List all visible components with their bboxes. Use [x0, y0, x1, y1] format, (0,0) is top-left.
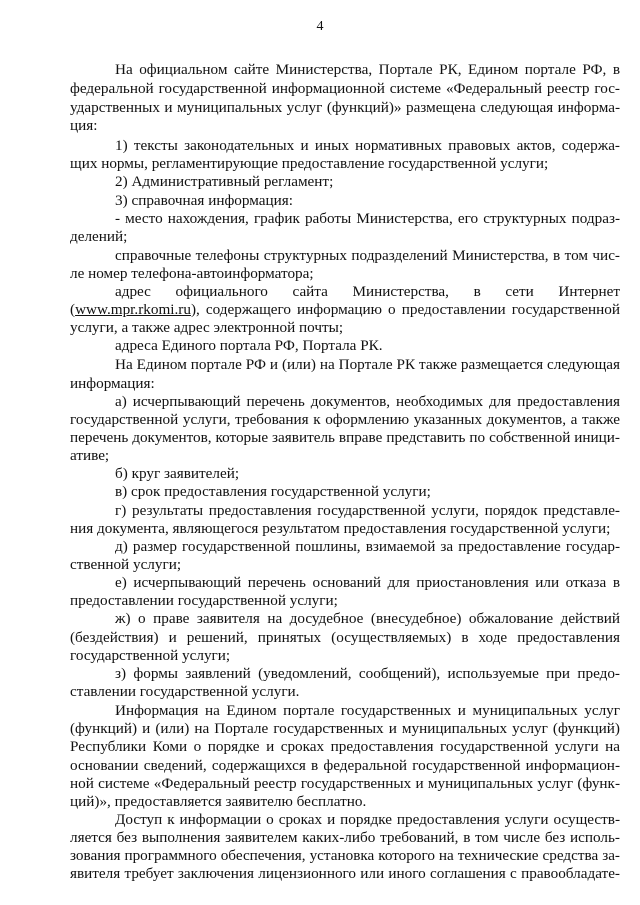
- text-line: информация:: [70, 375, 155, 392]
- text-line: Информация на Едином портале государственных и муниципальных услуг: [115, 702, 620, 719]
- text-line: делений;: [70, 228, 128, 245]
- text-line: ударственных и муниципальных услуг (функций)» размещена следующая информа-: [70, 99, 620, 116]
- text-line: д) размер государственной пошлины, взимаемой за предоставление государ-: [115, 538, 620, 555]
- text-line: (www.mpr.rkomi.ru), содержащего информацию о предоставлении государственной: [70, 301, 620, 318]
- text-line: федеральной государственной информационной системе «Федеральный реестр гос-: [70, 80, 620, 97]
- text-line: б) круг заявителей;: [115, 465, 240, 482]
- text-line: ния документа, являющегося результатом предоставления государственной услуги;: [70, 520, 611, 537]
- website-link[interactable]: www.mpr.rkomi.ru: [75, 301, 191, 318]
- text-line: - место нахождения, график работы Министерства, его структурных подраз-: [115, 210, 620, 227]
- page-number: 4: [316, 19, 324, 34]
- text-line: ной системе «Федеральный реестр государственных и муниципальных услуг (функ-: [70, 775, 620, 792]
- text-line: з) формы заявлений (уведомлений, сообщений), используемые при предо-: [115, 665, 620, 682]
- text-line: государственной услуги, требования к оформлению указанных документов, а также: [70, 411, 620, 428]
- text-line: ативе;: [70, 447, 110, 464]
- text-line: е) исчерпывающий перечень оснований для приостановления или отказа в: [115, 574, 620, 591]
- text-line: справочные телефоны структурных подразделений Министерства, в том чис-: [115, 247, 620, 264]
- text-line: государственной услуги;: [70, 647, 231, 664]
- text-line: Доступ к информации о сроках и порядке предоставления услуги осуществ-: [115, 811, 620, 828]
- text-line: ция:: [70, 117, 98, 134]
- text-line: ций)», предоставляется заявителю бесплатно.: [70, 793, 367, 810]
- text-line: На Едином портале РФ и (или) на Портале РК также размещается следующая: [115, 356, 620, 373]
- text-line: ляется без выполнения заявителем каких-либо требований, в том числе без исполь-: [70, 829, 620, 846]
- text-line: ж) о праве заявителя на досудебное (внесудебное) обжалование действий: [115, 610, 620, 627]
- text-line: 3) справочная информация:: [115, 192, 293, 209]
- text-line: адреса Единого портала РФ, Портала РК.: [115, 337, 383, 354]
- text-line: услуги, а также адрес электронной почты;: [70, 319, 344, 336]
- text-line: а) исчерпывающий перечень документов, необходимых для предоставления: [115, 393, 620, 410]
- text-line: зования программного обеспечения, установка которого на технические средства за-: [70, 847, 620, 864]
- text-line: ставлении государственной услуги.: [70, 683, 300, 700]
- text-line: (функций) и (или) на Портале государственных и муниципальных услуг (функций): [70, 720, 620, 737]
- text-line: Республики Коми о порядке и сроках предоставления государственной услуги на: [70, 738, 620, 755]
- text-line: ственной услуги;: [70, 556, 182, 573]
- text-line: перечень документов, которые заявитель вправе представить по собственной иници-: [70, 429, 620, 446]
- text-line: предоставлении государственной услуги;: [70, 592, 338, 609]
- text-line: 1) тексты законодательных и иных нормативных правовых актов, содержа-: [115, 137, 620, 154]
- text-line: 2) Административный регламент;: [115, 173, 334, 190]
- text-line: щих нормы, регламентирующие предоставление государственной услуги;: [70, 155, 549, 172]
- text-line: (бездействия) и решений, принятых (осуществляемых) в ходе предоставления: [70, 629, 620, 646]
- text-line: адрес официального сайта Министерства, в сети Интернет: [115, 283, 620, 300]
- text-line: г) результаты предоставления государственной услуги, порядок представле-: [115, 502, 620, 519]
- text-line: явителя требует заключения лицензионного или иного соглашения с правообладате-: [70, 865, 620, 882]
- text-line: ле номер телефона-автоинформатора;: [70, 265, 314, 282]
- text-line: основании сведений, содержащихся в федеральной государственной информацион-: [70, 757, 620, 774]
- text-line: На официальном сайте Министерства, Портале РК, Едином портале РФ, в: [115, 61, 620, 78]
- text-line: в) срок предоставления государственной услуги;: [115, 483, 431, 500]
